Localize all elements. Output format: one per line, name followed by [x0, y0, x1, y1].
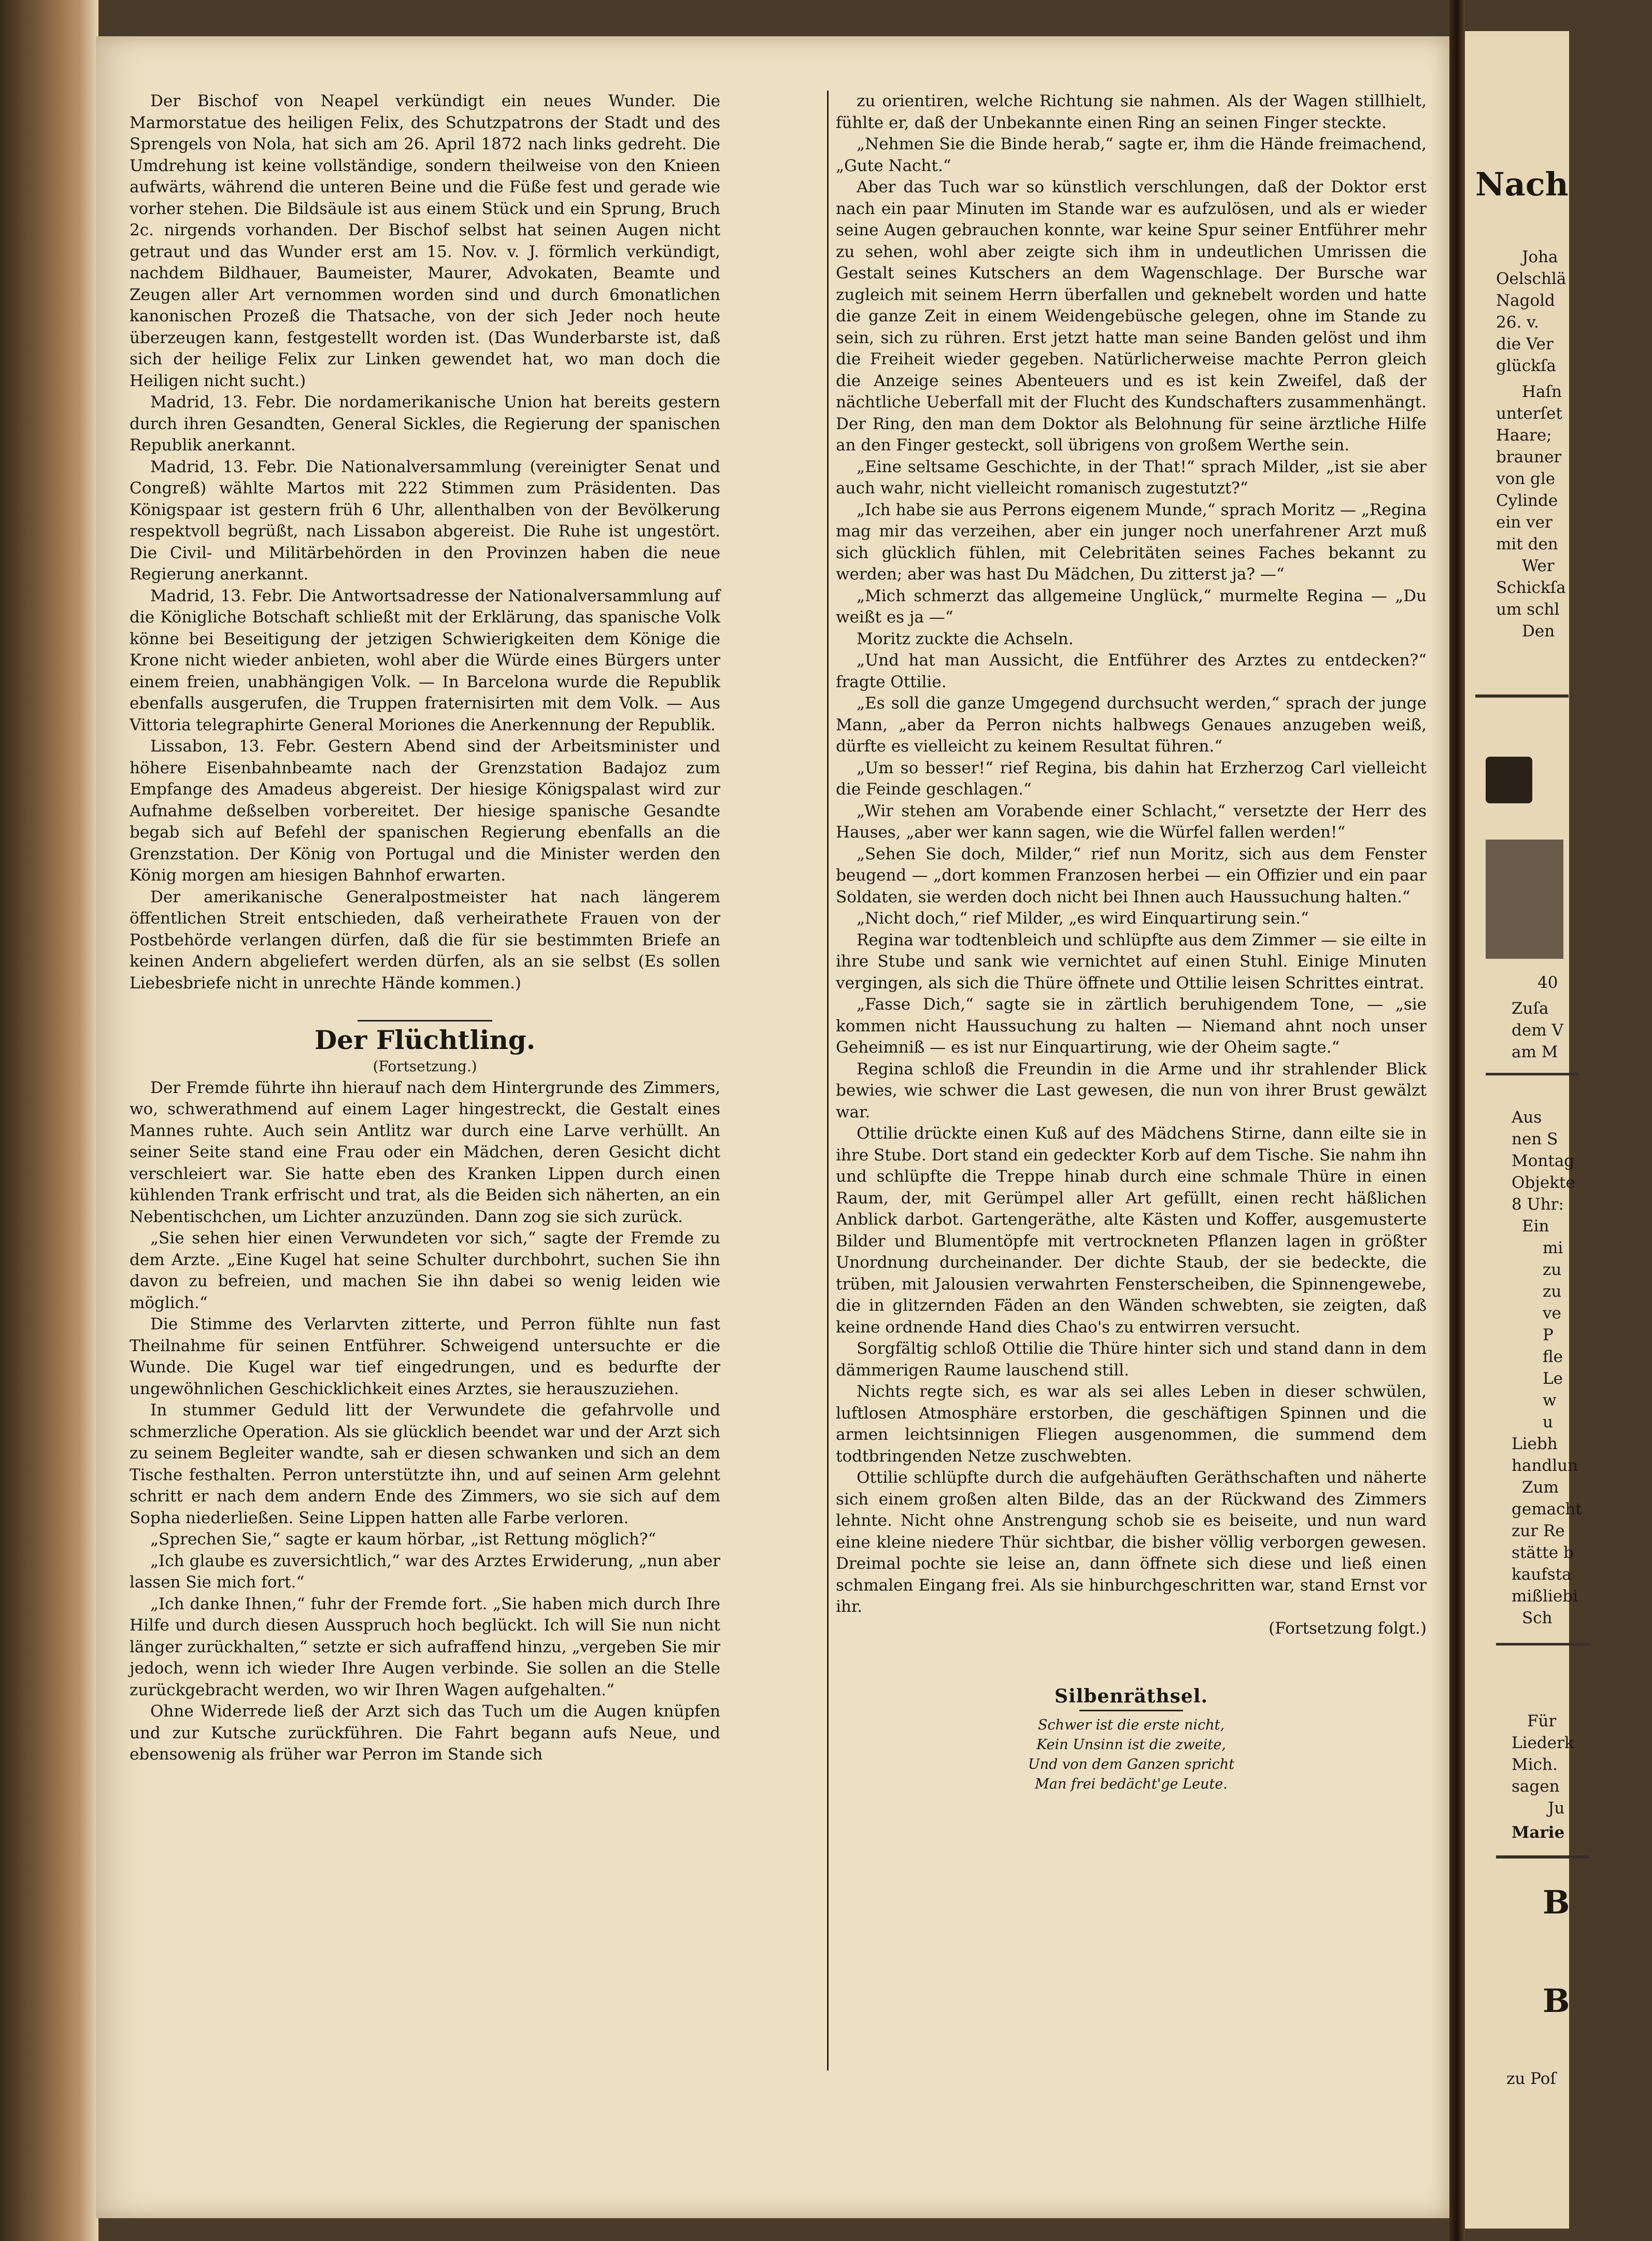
adjacent-fragment: 26. v.: [1496, 313, 1539, 332]
news-paragraph: Der Bischof von Neapel verkündigt ein neues Wunder. Die Marmorstatue des heiligen Felix, des Schutzpatrons der Stadt und des Sprengels von Nola, hat sich am 26. April 1872 nach links gedreht. Die Umdrehung ist keine vollständige, sondern theilweise von den Knieen aufwärts, während die unteren Beine und die Füße fest und gerade wie vorher stehen. Die Bildsäule ist aus einem Stück und ein Sprung, Bruch 2c. nirgends vorhanden. Der Bischof selbst hat seinen Augen nicht getraut und das Wunder erst am 15. Nov. v. J. förmlich verkündigt, nachdem Bildhauer, Baumeister, Maurer, Advokaten, Beamte und Zeugen aller Art vernommen worden sind und durch 6monatlichen kanonischen Prozeß die Thatsache, von der sich Jeder noch heute überzeugen kann, festgestellt worden ist. (Das Wunderbarste ist, daß sich der heilige Felix zur Linken gewendet hat, wo man doch die Heiligen nicht sucht.): [130, 92, 720, 390]
adjacent-fragment: von gle: [1496, 470, 1556, 488]
adjacent-fragment: ein ver: [1496, 513, 1553, 532]
adjacent-fragment: Liebh: [1512, 1435, 1558, 1453]
adjacent-fragment: Schickſa: [1496, 578, 1566, 597]
adjacent-fragment: unterſet: [1496, 404, 1562, 423]
left-column: [130, 91, 720, 1766]
story-paragraph: „Ich habe sie aus Perrons eigenem Munde,“ sprach Moritz — „Regina mag mir das verzeihen, aber ein junger noch unerfahrener Arzt muß sich glücklich fühlen, mit Celebritäten seines Faches bekannt zu werden; aber was hast Du Mädchen, Du zitterst ja? —“: [836, 500, 1427, 584]
adjacent-fragment: brauner: [1496, 448, 1562, 466]
story-paragraph: „Mich schmerzt das allgemeine Unglück,“ murmelte Regina — „Du weißt es ja —“: [836, 586, 1427, 627]
story-paragraph: zu orientiren, welche Richtung sie nahmen. Als der Wagen stillhielt, fühlte er, daß der Unbekannte einen Ring an seinen Finger steckte.: [836, 92, 1427, 132]
adjacent-fragment: um schl: [1496, 600, 1560, 619]
story-paragraph: Ottilie schlüpfte durch die aufgehäuften Geräthschaften und näherte sich einem großen alten Bilde, das an der Rückwand des Zimmers lehnte. Nicht ohne Anstrengung schob sie es beiseite, und nun ward eine kleine niedere Thür sichtbar, die bisher völlig verborgen gewesen. Dreimal pochte sie leise an, dann öffnete sich diese und ließ einen schmalen Eingang frei. Als sie hinburchgeschritten war, stand Ernst vor ihr.: [836, 1468, 1427, 1616]
page-edge: [78, 0, 98, 2241]
story-paragraph: Regina schloß die Freundin in die Arme und ihr strahlender Blick bewies, wie schwer die Last gewesen, die nun von ihrer Brust gewälzt war.: [836, 1059, 1427, 1122]
adjacent-fragment: Haſn: [1522, 382, 1562, 401]
column-rule: [827, 91, 829, 2070]
adjacent-fragment: mit den: [1496, 535, 1558, 554]
adjacent-heading: B: [1543, 1883, 1570, 1921]
adjacent-fragment: am M: [1512, 1043, 1558, 1061]
adjacent-fragment: Cylinde: [1496, 491, 1558, 510]
adjacent-page: [1465, 31, 1582, 2229]
adjacent-fragment: ve: [1543, 1304, 1561, 1323]
story-paragraph: Ottilie drückte einen Kuß auf des Mädchens Stirne, dann eilte sie in ihre Stube. Dort stand ein gedeckter Korb auf dem Tische. Sie nahm ihn und schlüpfte die Treppe hinab durch eine schmale Thüre in einen Raum, der, mit Gerümpel aller Art gefüllt, einen recht häßlichen Anblick darbot. Gartengeräthe, alte Kästen und Koffer, ausgemusterte Bilder und Blumentöpfe mit vertrockneten Pflanzen lagen in größter Unordnung durcheinander. Der dichte Staub, der sie bedeckte, die trüben, mit Jalousien verwahrten Fensterscheiben, die Spinnengewebe, die in glitzernden Fäden an den Wänden schwebten, sie zeigten, daß keine ordnende Hand dies Chao's zu entwirren versucht.: [836, 1124, 1427, 1337]
adjacent-fragment: stätte b: [1512, 1543, 1574, 1562]
adjacent-fragment: gemacht: [1512, 1500, 1582, 1519]
riddle-box: [836, 1686, 1427, 1794]
adjacent-fragment: Le: [1543, 1369, 1563, 1388]
adjacent-fragment: Für: [1527, 1712, 1557, 1731]
adjacent-fragment: Ju: [1548, 1799, 1565, 1818]
adjacent-fragment: Den: [1522, 622, 1555, 641]
story-paragraph: „Es soll die ganze Umgegend durchsucht werden,“ sprach der junge Mann, „aber da Perron nichts halbwegs Genaues anzugeben weiß, dürfte es vielleicht zu keinem Resultat führen.“: [836, 694, 1427, 756]
adjacent-fragment: zu: [1543, 1260, 1562, 1279]
story-paragraph: Nichts regte sich, es war als sei alles Leben in dieser schwülen, luftlosen Atmosphäre erstorben, die geschäftigen Spinnen und die armen leichtsinnigen Fliegen ausgenommen, die summend dem todtbringenden Netze zuschwebten.: [836, 1382, 1427, 1466]
story-paragraph: „Ich glaube es zuversichtlich,“ war des Arztes Erwiderung, „nun aber lassen Sie mich fort.“: [130, 1551, 720, 1592]
adjacent-fragment: zu: [1543, 1282, 1562, 1301]
adjacent-fragment: Aus: [1512, 1108, 1542, 1127]
adjacent-fragment: mi: [1543, 1239, 1563, 1257]
adjacent-fragment: kaufsta: [1512, 1565, 1572, 1584]
story-paragraph: In stummer Geduld litt der Verwundete die gefahrvolle und schmerzliche Operation. Als sie glücklich beendet war und der Arzt sich zu seinem Begleiter wandte, sah er diesen schwanken und sich an dem Tische festhalten. Perron unterstützte ihn, und auf seinen Arm gelehnt schritt er nach dem andern Ende des Zimmers, wo sie sich auf dem Sopha niederließen. Seine Lippen hatten alle Farbe verloren.: [130, 1401, 720, 1527]
book-gutter: [1449, 0, 1465, 2241]
adjacent-fragment: nen S: [1512, 1130, 1558, 1148]
story-paragraph: „Ich danke Ihnen,“ fuhr der Fremde fort. „Sie haben mich durch Ihre Hilfe und durch diesen Ausspruch hoch beglückt. Ich will Sie nun nicht länger zurückhalten,“ setzte er sich aufraffend hinzu, „vergeben Sie mir jedoch, wenn ich wieder Ihre Augen verbinde. Sie sollen an die Stelle zurückgebracht werden, wo wir Ihren Wagen aufgehalten.“: [130, 1594, 720, 1699]
story-paragraph: Regina war todtenbleich und schlüpfte aus dem Zimmer — sie eilte in ihre Stube und sank wie vernichtet auf einen Stuhl. Einige Minuten vergingen, als sich die Thüre öffnete und Ottilie leisen Schrittes eintrat.: [836, 930, 1427, 992]
adjacent-fragment: 8 Uhr:: [1512, 1195, 1564, 1214]
story-paragraph: „Fasse Dich,“ sagte sie in zärtlich beruhigendem Tone, — „sie kommen nicht Haussuchung zu halten — Niemand ahnt noch unser Geheimniß — es ist nur Einquartirung, wie der Oheim sagte.“: [836, 995, 1427, 1057]
story-paragraph: „Sie sehen hier einen Verwundeten vor sich,“ sagte der Fremde zu dem Arzte. „Eine Kugel hat seine Schulter durchbohrt, suchen Sie ihn davon zu befreien, und machen Sie ihn dabei so wenig leiden wie möglich.“: [130, 1229, 720, 1312]
adjacent-fragment: zur Re: [1512, 1522, 1565, 1540]
story-paragraph: „Nehmen Sie die Binde herab,“ sagte er, ihm die Hände freimachend, „Gute Nacht.“: [836, 135, 1427, 175]
book-binding: [0, 0, 91, 2241]
news-paragraph: Madrid, 13. Febr. Die Nationalversammlung (vereinigter Senat und Congreß) wählte Martos mit 222 Stimmen zum Präsidenten. Das Königspaar ist gestern früh 6 Uhr, allenthalben von der Bevölkerung respektvoll begrüßt, nach Lissabon abgereist. Die Ruhe ist ungestört. Die Civil- und Militärbehörden in den Provinzen haben die neue Regierung anerkannt.: [130, 457, 720, 584]
adjacent-fragment: Sch: [1522, 1609, 1553, 1627]
adjacent-fragment: u: [1543, 1413, 1553, 1431]
news-paragraph: Madrid, 13. Febr. Die Antwortsadresse der Nationalversammlung auf die Königliche Botschaft schließt mit der Erklärung, das spanische Volk könne bei Beseitigung der jetzigen Schwierigkeiten dem Könige die Krone nicht wieder anbieten, wohl aber die Würde eines Bürgers unter einem freien, unabhängigen Volk. — In Barcelona wurde die Republik ebenfalls ausgerufen, die Truppen fraternisirten mit dem Volk. — Aus Vittoria telegraphirte General Moriones die Anerkennung der Republik.: [130, 586, 720, 734]
adjacent-fragment: Liederk: [1512, 1734, 1574, 1752]
story-paragraph: „Eine seltsame Geschichte, in der That!“ sprach Milder, „ist sie aber auch wahr, nicht vielleicht romanisch zugestutzt?“: [836, 457, 1427, 498]
rule-line: [1496, 1643, 1589, 1646]
adjacent-fragment: Oelschlä: [1496, 270, 1566, 288]
adjacent-fragment: Nagold: [1496, 291, 1555, 310]
adjacent-fragment: fle: [1543, 1348, 1563, 1366]
riddle-line: Schwer ist die erste nicht,: [1037, 1717, 1225, 1733]
adjacent-fragment: 40: [1537, 973, 1558, 992]
ornament-initial-icon: [1486, 757, 1532, 803]
rule-line: [1496, 1855, 1589, 1859]
story-paragraph: Sorgfältig schloß Ottilie die Thüre hinter sich und stand dann in dem dämmerigen Raume lauschend still.: [836, 1339, 1427, 1380]
news-paragraph: Madrid, 13. Febr. Die nordamerikanische Union hat bereits gestern durch ihren Gesandten, General Sickles, die Regierung der spanischen Republik anerkannt.: [130, 393, 720, 455]
riddle-line: Man frei bedächt'ge Leute.: [1035, 1776, 1228, 1792]
riddle-line: Kein Unsinn ist die zweite,: [1036, 1736, 1226, 1753]
riddle-divider: [1079, 1710, 1183, 1711]
adjacent-fragment: Zuſa: [1512, 999, 1549, 1018]
adjacent-fragment: glückſa: [1496, 357, 1556, 375]
story-paragraph: Der Fremde führte ihn hierauf nach dem Hintergrunde des Zimmers, wo, schwerathmend auf einem Lager hingestreckt, die Gestalt eines Mannes ruhte. Auch sein Antlitz war durch eine Larve verhüllt. An seiner Seite stand eine Frau oder ein Mädchen, deren Gesicht dicht verschleiert war. Sie hatte eben des Kranken Lippen durch einen kühlenden Trank erfrischt und trat, als die Beiden sich näherten, an ein Nebentischchen, um Lichter anzuzünden. Dann zog sie sich zurück.: [130, 1078, 720, 1226]
story-paragraph: „Sprechen Sie,“ sagte er kaum hörbar, „ist Rettung möglich?“: [150, 1530, 657, 1549]
story-subtitle: (Fortsetzung.): [373, 1058, 477, 1075]
adjacent-fragment: Objekte: [1512, 1173, 1575, 1192]
story-paragraph: „Um so besser!“ rief Regina, bis dahin hat Erzherzog Carl vielleicht die Feinde geschlagen.“: [836, 758, 1427, 799]
continuation-note: (Fortsetzung folgt.): [1269, 1619, 1427, 1638]
adjacent-fragment: Marie: [1512, 1823, 1565, 1842]
story-paragraph: „Und hat man Aussicht, die Entführer des Arztes zu entdecken?“ fragte Ottilie.: [836, 651, 1427, 691]
adjacent-fragment: Wer: [1522, 557, 1555, 575]
adjacent-heading: Nach: [1475, 165, 1569, 203]
adjacent-fragment: Joha: [1522, 248, 1558, 266]
right-column: [836, 91, 1427, 1794]
adjacent-fragment: Haare;: [1496, 426, 1552, 445]
story-paragraph: Aber das Tuch war so künstlich verschlungen, daß der Doktor erst nach ein paar Minuten im Stande war es aufzulösen, und als er wieder seine Augen gebrauchen konnte, war keine Spur seiner Entführer mehr zu sehen, wohl aber zeigte sich ihm in undeutlichen Umrissen die Gestalt seines Kutschers an dem Wagenschlage. Der Bursche war zugleich mit seinem Herrn überfallen und geknebelt worden und hatte die ganze Zeit in einem Weidengebüsche gelegen, ohne im Stande zu sein, sich zu rühren. Erst jetzt hatte man seine Banden gelöst und ihm die Freiheit wieder gegeben. Natürlicherweise machte Perron gleich die Anzeige seines Abenteuers und es ist kein Zweifel, daß der nächtliche Ueberfall mit der Flucht des Kundschafters zusammenhängt. Der Ring, den man dem Doktor als Belohnung für seine ärztliche Hilfe an den Finger gesteckt, soll übrigens von großem Werthe sein.: [836, 178, 1427, 455]
riddle-line: Und von dem Ganzen spricht: [1028, 1756, 1235, 1772]
adjacent-fragment: zu Poſ: [1506, 2069, 1556, 2088]
adjacent-fragment: mißliebi: [1512, 1587, 1578, 1606]
story-paragraph: „Nicht doch,“ rief Milder, „es wird Einquartirung sein.“: [857, 909, 1309, 928]
adjacent-fragment: w: [1543, 1391, 1557, 1410]
adjacent-fragment: sagen: [1512, 1777, 1560, 1796]
title-divider: [358, 1020, 492, 1022]
adjacent-fragment: Ein: [1522, 1217, 1549, 1236]
adjacent-fragment: Montag: [1512, 1152, 1575, 1170]
adjacent-fragment: dem V: [1512, 1021, 1563, 1040]
story-paragraph: „Sehen Sie doch, Milder,“ rief nun Moritz, sich aus dem Fenster beugend — „dort kommen Franzosen herbei — ein Offizier und ein paar Soldaten, sie werden doch nicht bei Ihnen auch Haussuchung halten.“: [836, 844, 1427, 906]
illustration-icon: [1486, 840, 1563, 959]
story-title: Der Flüchtling.: [314, 1025, 536, 1055]
story-paragraph: „Wir stehen am Vorabende einer Schlacht,“ versetzte der Herr des Hauses, „aber wer kann sagen, wie die Würfel fallen werden!“: [836, 801, 1427, 842]
adjacent-fragment: die Ver: [1496, 335, 1554, 353]
rule-line: [1475, 694, 1569, 698]
story-paragraph: Moritz zuckte die Achseln.: [857, 629, 1074, 648]
riddle-title: Silbenräthsel.: [1054, 1685, 1208, 1707]
rule-line: [1486, 1073, 1579, 1075]
story-paragraph: Die Stimme des Verlarvten zitterte, und Perron fühlte nun fast Theilnahme für seinen Entführer. Schweigend untersuchte er die Wunde. Die Kugel war tief eingedrungen, und es bedurfte der ungewöhnlichen Geschicklichkeit eines Arztes, sie herauszuziehen.: [130, 1315, 720, 1398]
adjacent-fragment: Zum: [1522, 1478, 1559, 1497]
adjacent-fragment: Mich.: [1512, 1755, 1558, 1774]
adjacent-heading: B: [1543, 1982, 1570, 2020]
news-paragraph: Der amerikanische Generalpostmeister hat nach längerem öffentlichen Streit entschieden, daß verheirathete Frauen von der Postbehörde verlangen dürfen, daß die für sie bestimmten Briefe an keinen Andern abgeliefert werden dürfen, als an sie selbst (Es sollen Liebesbriefe nicht in unrechte Hände kommen.): [130, 887, 720, 992]
story-paragraph: Ohne Widerrede ließ der Arzt sich das Tuch um die Augen knüpfen und zur Kutsche zurückführen. Die Fahrt begann aufs Neue, und ebensowenig als früher war Perron im Stande sich: [130, 1702, 720, 1764]
news-paragraph: Lissabon, 13. Febr. Gestern Abend sind der Arbeitsminister und höhere Eisenbahnbeamte nach der Grenzstation Badajoz zum Empfange des Amadeus abgereist. Der hiesige Königspalast wird zur Aufnahme deßselben vorbereitet. Der hiesige spanische Gesandte begab sich auf Befehl der spanischen Regierung ebenfalls an die Grenzstation. Der König von Portugal und die Minister werden den König morgen am hiesigen Bahnhof erwarten.: [130, 737, 720, 885]
adjacent-fragment: handlun: [1512, 1456, 1578, 1475]
adjacent-fragment: P: [1543, 1326, 1554, 1344]
